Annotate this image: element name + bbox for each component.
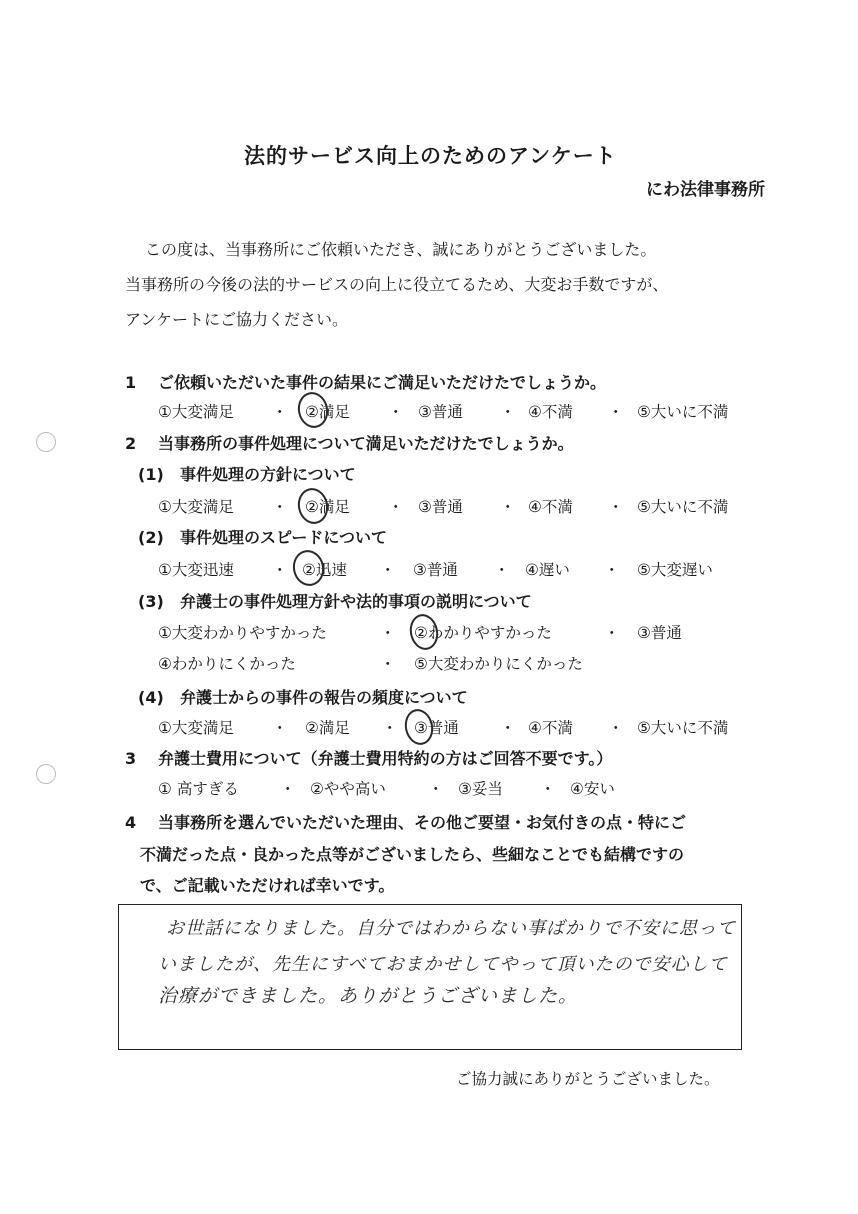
q1-option-3[interactable]: ③普通 <box>418 403 463 421</box>
intro-line-3: アンケートにご協力ください。 <box>125 310 349 329</box>
selection-circle <box>290 547 328 589</box>
q2-2-option-4[interactable]: ④遅い <box>525 561 570 579</box>
separator: ・ <box>272 498 288 516</box>
separator: ・ <box>272 561 288 579</box>
q2-3-number: (3) <box>138 592 164 611</box>
separator: ・ <box>604 624 620 642</box>
punch-hole <box>36 764 56 784</box>
question-1-number: 1 <box>125 373 137 392</box>
q3-option-2[interactable]: ②やや高い <box>310 780 386 798</box>
question-1-text: ご依頼いただいた事件の結果にご満足いただけたでしょうか。 <box>158 373 607 392</box>
separator: ・ <box>540 780 556 798</box>
q2-1-option-1[interactable]: ①大変満足 <box>158 498 234 516</box>
selection-circle <box>407 611 442 652</box>
separator: ・ <box>428 780 444 798</box>
q2-4-option-2[interactable]: ②満足 <box>305 719 350 737</box>
question-4-line-3: で、ご記載いただければ幸いです。 <box>140 876 395 895</box>
comment-line-3: 治療ができました。ありがとうございました。 <box>158 985 579 1007</box>
q3-option-4[interactable]: ④安い <box>570 780 615 798</box>
page-title: 法的サービス向上のためのアンケート <box>244 144 617 168</box>
q2-1-text: 事件処理の方針について <box>180 465 356 484</box>
question-2-text: 当事務所の事件処理について満足いただけたでしょうか。 <box>158 434 574 453</box>
separator: ・ <box>608 498 624 516</box>
separator: ・ <box>500 498 516 516</box>
q2-4-option-5[interactable]: ⑤大いに不満 <box>637 719 729 737</box>
punch-hole <box>36 432 56 452</box>
q2-4-option-3[interactable]: ③普通 <box>414 719 459 737</box>
selection-circle <box>402 706 437 747</box>
separator: ・ <box>272 719 288 737</box>
closing-thanks: ご協力誠にありがとうございました。 <box>456 1070 720 1088</box>
question-4-line-1: 当事務所を選んでいただいた理由、その他ご要望・お気付きの点・特にご <box>158 813 687 832</box>
separator: ・ <box>388 498 404 516</box>
intro-line-1: この度は、当事務所にご依頼いただき、誠にありがとうございました。 <box>145 240 657 259</box>
q2-3-text: 弁護士の事件処理方針や法的事項の説明について <box>180 592 532 611</box>
q2-2-number: (2) <box>138 528 164 547</box>
q2-3-option-4[interactable]: ④わかりにくかった <box>158 655 296 673</box>
question-3-number: 3 <box>125 749 137 768</box>
separator: ・ <box>500 403 516 421</box>
comment-line-2: いましたが、先生にすべておまかせしてやって頂いたので安心して <box>158 954 728 975</box>
selection-circle <box>295 389 332 430</box>
q1-option-5[interactable]: ⑤大いに不満 <box>637 403 729 421</box>
separator: ・ <box>380 624 396 642</box>
q2-4-number: (4) <box>138 688 164 707</box>
q2-2-option-1[interactable]: ①大変迅速 <box>158 561 234 579</box>
selection-circle <box>295 485 332 526</box>
q2-4-option-1[interactable]: ①大変満足 <box>158 719 234 737</box>
separator: ・ <box>382 719 398 737</box>
separator: ・ <box>388 403 404 421</box>
q2-4-text: 弁護士からの事件の報告の頻度について <box>180 688 468 707</box>
q2-2-option-3[interactable]: ③普通 <box>413 561 458 579</box>
q3-option-3[interactable]: ③妥当 <box>458 780 503 798</box>
separator: ・ <box>608 719 624 737</box>
q2-3-option-5[interactable]: ⑤大変わかりにくかった <box>414 655 583 673</box>
separator: ・ <box>380 655 396 673</box>
question-2-number: 2 <box>125 434 137 453</box>
q2-3-option-3[interactable]: ③普通 <box>637 624 682 642</box>
q2-2-text: 事件処理のスピードについて <box>180 528 388 547</box>
q2-1-option-2[interactable]: ②満足 <box>305 498 350 516</box>
firm-name: にわ法律事務所 <box>646 180 765 200</box>
separator: ・ <box>500 719 516 737</box>
separator: ・ <box>280 780 296 798</box>
separator: ・ <box>494 561 510 579</box>
question-4-number: 4 <box>125 813 137 832</box>
q2-3-option-2[interactable]: ②わかりやすかった <box>414 624 552 642</box>
q2-4-option-4[interactable]: ④不満 <box>528 719 573 737</box>
question-4-line-2: 不満だった点・良かった点等がございましたら、些細なことでも結構ですの <box>140 845 685 864</box>
separator: ・ <box>272 403 288 421</box>
q1-option-1[interactable]: ①大変満足 <box>158 403 234 421</box>
comment-line-1: お世話になりました。自分ではわからない事ばかりで不安に思って <box>166 918 736 939</box>
q2-2-option-5[interactable]: ⑤大変遅い <box>637 561 713 579</box>
q2-3-option-1[interactable]: ①大変わかりやすかった <box>158 624 327 642</box>
intro-line-2: 当事務所の今後の法的サービスの向上に役立てるため、大変お手数ですが、 <box>125 275 669 294</box>
separator: ・ <box>604 561 620 579</box>
question-3-text: 弁護士費用について（弁護士費用特約の方はご回答不要です。） <box>158 749 613 768</box>
separator: ・ <box>608 403 624 421</box>
q2-1-option-3[interactable]: ③普通 <box>418 498 463 516</box>
separator: ・ <box>380 561 396 579</box>
q2-1-option-4[interactable]: ④不満 <box>528 498 573 516</box>
q2-1-number: (1) <box>138 465 164 484</box>
q2-2-option-2[interactable]: ②迅速 <box>302 561 347 579</box>
q1-option-4[interactable]: ④不満 <box>528 403 573 421</box>
q1-option-2[interactable]: ②満足 <box>305 403 350 421</box>
q3-option-1[interactable]: ① 高すぎる <box>158 780 239 798</box>
q2-1-option-5[interactable]: ⑤大いに不満 <box>637 498 729 516</box>
